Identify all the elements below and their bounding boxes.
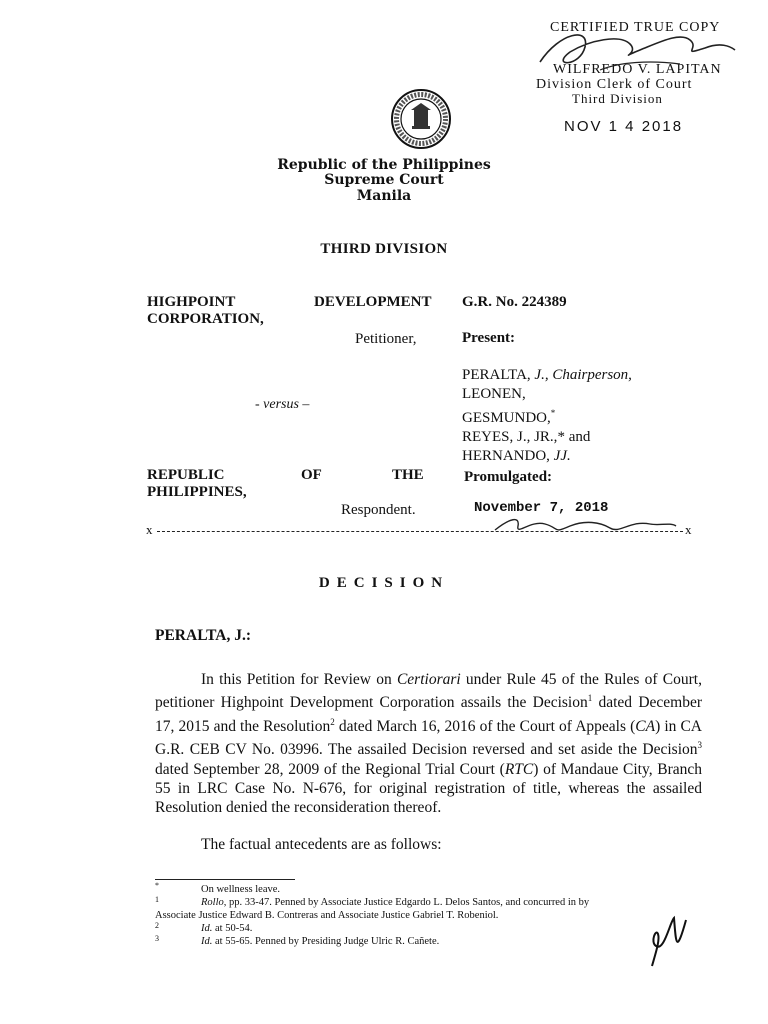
stamp-division: Third Division <box>572 91 663 106</box>
member-item: LEONEN, <box>462 386 526 402</box>
stamp-clerk-name: WILFREDO V. LAPITAN <box>553 62 722 77</box>
stamp-clerk-title: Division Clerk of Court <box>536 77 693 92</box>
separator-start: x <box>146 522 153 537</box>
footnote-text: Rollo, pp. 33-47. Penned by Associate Justice Edgardo L. Delos Santos, and concurred in by <box>201 897 590 908</box>
clerk-signature-icon <box>530 22 740 82</box>
ponente: PERALTA, J.: <box>155 627 252 644</box>
petitioner-name-part3: CORPORATION, <box>147 311 264 327</box>
promulgation-signature-icon <box>490 512 680 540</box>
petitioner-role: Petitioner, <box>355 331 417 347</box>
promulgated-label: Promulgated: <box>464 469 553 485</box>
body-paragraph-1: In this Petition for Review on Certiorari under Rule 45 of the Rules of Court, petitioner Highpoint Development Corporation assails the Decision$^1$ dated December 17, 2015 and the Resolution$^2$ dated March 16, 2016 of the Court of Appeals (CA) in CA G.R. CEB CV No. 03996. The assailed Decision reversed and set aside the Decision$^3$ dated September 28, 2009 of the Regional Trial Court (RTC) of Mandaue City, Branch 55 in LRC Case No. N-676, for original registration of title, whereas the assailed Resolution denied the reconsideration thereof. <box>155 671 702 817</box>
page-initials-signature-icon <box>646 912 696 970</box>
member-item: REYES, J., JR.,* and <box>462 429 591 445</box>
footnote-text: Id. at 50-54. <box>201 923 253 934</box>
promulgated-date: November 7, 2018 <box>474 500 609 516</box>
division-heading: THIRD DIVISION <box>320 241 448 257</box>
petitioner-name-part1: HIGHPOINT <box>147 294 236 310</box>
respondent-name-part3: THE <box>392 467 424 483</box>
stamp-certified-line: CERTIFIED TRUE COPY <box>550 20 721 35</box>
respondent-name-part2: OF <box>301 467 322 483</box>
gr-number: G.R. No. 224389 <box>462 294 567 310</box>
body-paragraph-2: The factual antecedents are as follows: <box>201 836 442 853</box>
supreme-court-seal-icon <box>390 88 452 150</box>
member-item: HERNANDO, JJ. <box>462 448 571 464</box>
footnote-item: 2 <box>155 921 159 930</box>
petitioner-name-part2: DEVELOPMENT <box>314 294 432 310</box>
separator-end: x <box>685 522 692 537</box>
header-supreme-court: Supreme Court <box>324 172 444 188</box>
footnote-text: On wellness leave. <box>201 884 281 895</box>
received-date-stamp: NOV 1 4 2018 <box>564 118 684 135</box>
member-item: PERALTA, J., Chairperson, <box>462 367 632 383</box>
respondent-name-part4: PHILIPPINES, <box>147 484 247 500</box>
respondent-name-part1: REPUBLIC <box>147 467 225 483</box>
footnote-text: Id. at 55-65. Penned by Presiding Judge Ulric R. Cañete. <box>201 936 440 947</box>
present-label: Present: <box>462 330 516 346</box>
versus-label: - versus – <box>255 397 310 412</box>
members-list <box>462 366 632 466</box>
decision-title: DECISION <box>318 575 450 591</box>
header-manila: Manila <box>356 188 412 204</box>
footnote-item: * <box>155 881 159 890</box>
header-republic: Republic of the Philippines <box>277 157 491 173</box>
respondent-role: Respondent. <box>341 502 416 518</box>
footnote-text: Associate Justice Edward B. Contreras and Associate Justice Gabriel T. Robeniol. <box>155 910 499 921</box>
footnote-rule <box>155 879 295 880</box>
footnote-item: 3 <box>155 934 159 943</box>
member-item: GESMUNDO,* <box>462 408 556 426</box>
footnote-item: 1 <box>155 895 159 904</box>
